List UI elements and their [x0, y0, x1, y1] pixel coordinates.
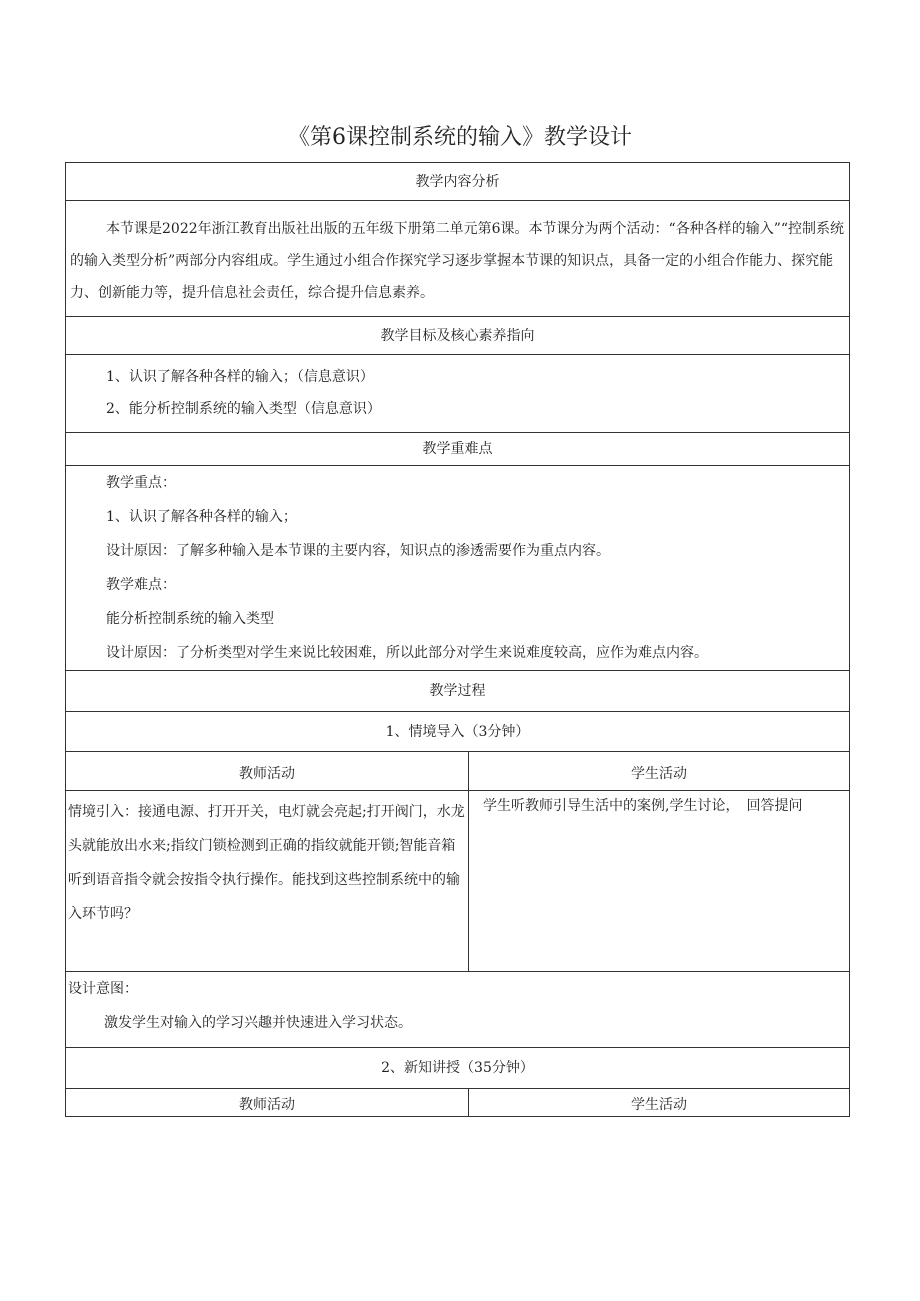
student-activity-header: 学生活动 [469, 752, 850, 791]
key-point-line: 教学难点： [106, 577, 176, 593]
design-intent-label: 设计意图： [68, 981, 138, 997]
student-activity: 学生听教师引导生活中的案例,学生讨论， 回答提问 [469, 791, 850, 972]
objective-item: 2、能分析控制系统的输入类型（信息意识） [106, 401, 381, 417]
content-analysis: 本节课是2022年浙江教育出版社出版的五年级下册第二单元第6课。本节课分为两个活动：“各种各样的输入”“控制系统的输入类型分析”两部分内容组成。学生通过小组合作探究学习逐步掌握本节课的知识点，具备一定的小组合作能力、探究能力、创新能力等，提升信息社会责任，综合提升信息素养。 [66, 201, 850, 317]
teacher-activity: 情境引入：接通电源、打开开关，电灯就会亮起;打开阀门，水龙头就能放出水来;指纹门锁检测到正确的指纹就能开锁;智能音箱听到语音指令就会按指令执行操作。能找到这些控制系统中的输入环节吗？ [66, 791, 469, 972]
objective-item: 1、认识了解各种各样的输入；（信息意识） [106, 369, 374, 385]
design-intent: 激发学生对输入的学习兴趣并快速进入学习状态。 [104, 1015, 412, 1031]
section-header: 教学过程 [66, 671, 850, 712]
teacher-activity-header: 教师活动 [66, 1089, 469, 1117]
key-point-line: 能分析控制系统的输入类型 [106, 611, 274, 627]
key-point-line: 设计原因：了解多种输入是本节课的主要内容，知识点的渗透需要作为重点内容。 [106, 543, 610, 559]
step-title: 1、情境导入（3分钟） [66, 712, 850, 752]
key-point-line: 教学重点： [106, 475, 176, 491]
teacher-activity-header: 教师活动 [66, 752, 469, 791]
section-header: 教学目标及核心素养指向 [66, 317, 850, 355]
section-header: 教学重难点 [66, 433, 850, 466]
key-point-line: 1、认识了解各种各样的输入； [106, 509, 297, 525]
student-activity-header: 学生活动 [469, 1089, 850, 1117]
section-header: 教学内容分析 [66, 163, 850, 201]
step-title: 2、新知讲授（35分钟） [66, 1048, 850, 1089]
key-point-line: 设计原因：了分析类型对学生来说比较困难，所以此部分对学生来说难度较高，应作为难点内容。 [106, 645, 708, 661]
lesson-plan-table [65, 162, 850, 1117]
document-title: 《第6课控制系统的输入》教学设计 [288, 125, 632, 150]
